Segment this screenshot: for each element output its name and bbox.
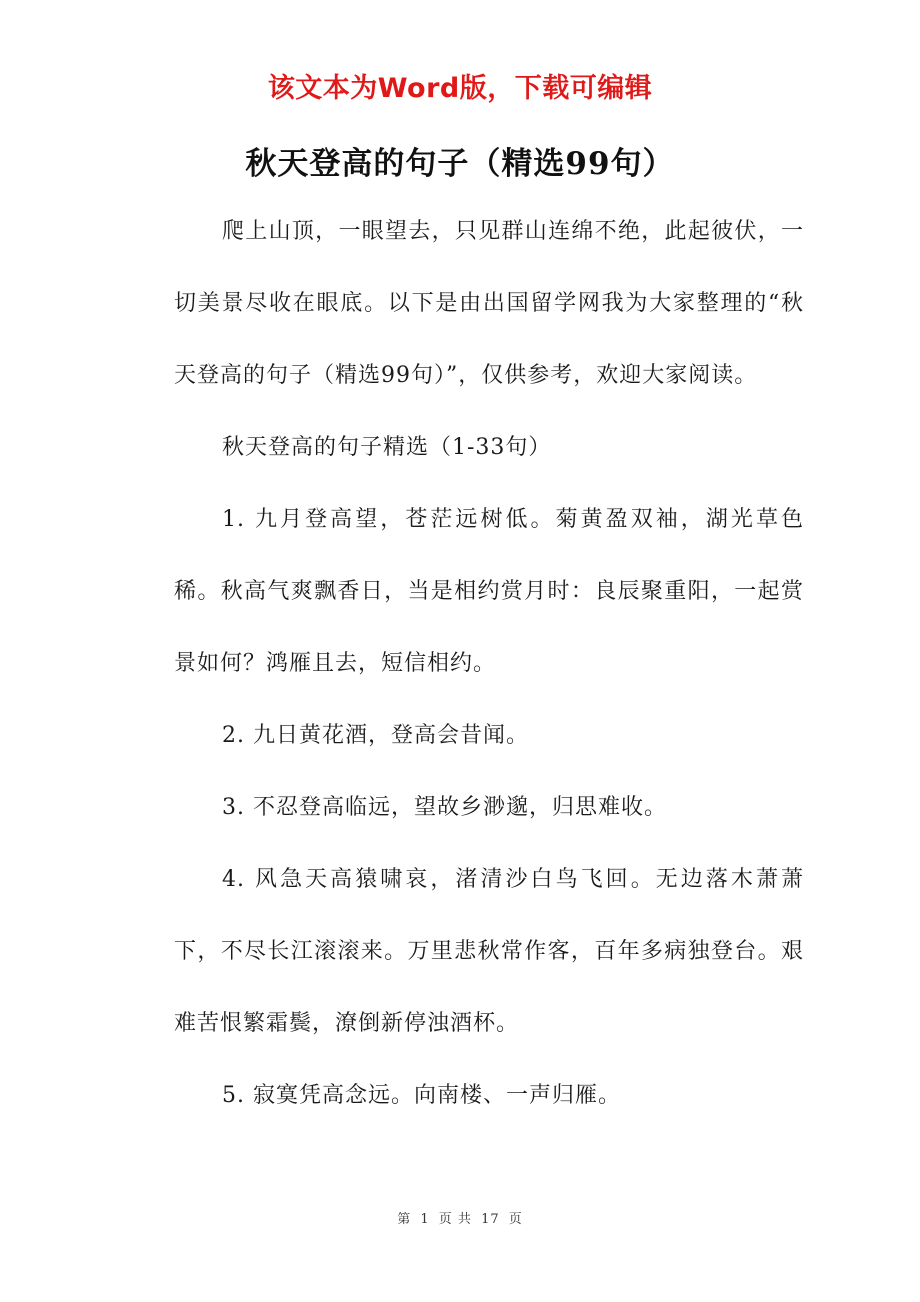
sentence-item-3: 3. 不忍登高临远，望故乡渺邈，归思难收。 [222,795,667,820]
footer-current-page: 1 [420,1212,430,1227]
footer-total-pages: 17 [481,1212,500,1227]
page-footer [0,1208,920,1227]
sentence-item-2: 2. 九日黄花酒，登高会昔闻。 [222,723,529,748]
sentence-item-1: 1. 九月登高望，苍茫远树低。菊黄盈双袖，湖光草色稀。秋高气爽飘香日，当是相约赏月时：良辰聚重阳，一起赏景如何？鸿雁且去，短信相约。 [174,507,804,676]
intro-paragraph: 爬上山顶，一眼望去，只见群山连绵不绝，此起彼伏，一切美景尽收在眼底。以下是由出国留学网我为大家整理的“秋天登高的句子（精选99句）”，仅供参考，欢迎大家阅读。 [174,219,804,388]
document-body [174,196,804,1132]
sentence-item-5: 5. 寂寞凭高念远。向南楼、一声归雁。 [222,1083,621,1108]
sentence-item-4: 4. 风急天高猿啸哀，渚清沙白鸟飞回。无边落木萧萧下，不尽长江滚滚来。万里悲秋常作客，百年多病独登台。艰难苦恨繁霜鬓，潦倒新停浊酒杯。 [174,867,804,1036]
footer-prefix: 第 [397,1212,412,1227]
document-title: 秋天登高的句子（精选99句） [245,146,675,182]
editable-notice-banner: 该文本为Word版，下载可编辑 [267,73,653,104]
footer-suffix: 页 [508,1212,523,1227]
footer-middle: 页 共 [438,1212,472,1227]
section-heading: 秋天登高的句子精选（1-33句） [222,435,552,460]
